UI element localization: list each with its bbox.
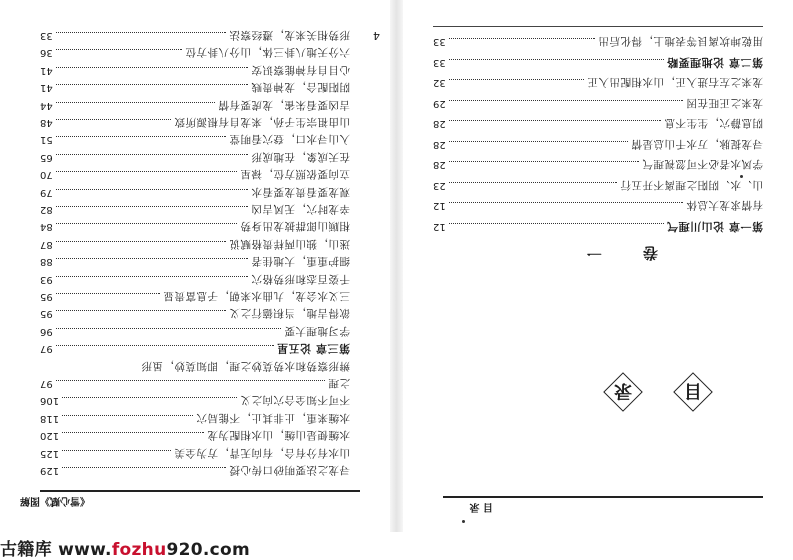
dot-leader [56, 154, 248, 155]
toc-chapter [433, 56, 763, 76]
left-page-content [0, 0, 390, 532]
toc-entry [433, 36, 763, 56]
book-gutter [390, 0, 403, 532]
toc-entry-page: 32 [433, 77, 446, 89]
dot-leader [449, 141, 628, 142]
toc-entry-page: 96 [40, 325, 53, 337]
toc-entry-title: 山由祖宗生子孙，来龙自有根源所致 [174, 116, 350, 128]
toc-entry-page: 41 [40, 64, 53, 76]
right-page [403, 0, 793, 532]
toc-entry-title: 观龙要看贵龙要看水 [251, 185, 350, 198]
toc-entry-title: 用乾坤坎离艮等表地上，得化后出 [598, 35, 763, 48]
toc-entry-page: 33 [40, 30, 53, 41]
watermark-red: fozhu [111, 540, 167, 560]
toc-entry [40, 64, 350, 84]
toc-entry [40, 203, 350, 223]
watermark-num: 920 [166, 540, 203, 560]
toc-entry [40, 151, 350, 171]
toc-entry-title: 龙来之正旺在因 [686, 97, 763, 109]
header-rule [443, 496, 763, 498]
toc-entry [433, 77, 763, 97]
toc-entry-title: 辨形察势和水势莫妙之理，即知莫妙，虽形 [141, 359, 350, 372]
dot-leader [449, 203, 683, 204]
toc-entry-page: 120 [40, 430, 60, 442]
toc-entry-title: 水缠便是山缠，山水相配为龙 [207, 429, 350, 442]
toc-entry [40, 290, 350, 310]
toc-entry-page: 29 [433, 98, 446, 109]
dot-leader [56, 136, 226, 137]
dot-leader [449, 39, 595, 40]
toc-entry [40, 412, 350, 432]
toc-entry-page: 28 [433, 139, 446, 150]
toc-entry-page: 97 [40, 378, 53, 389]
toc-entry-page: 125 [40, 447, 60, 459]
volume-title: 卷 一 [568, 244, 658, 262]
dot-leader [56, 189, 248, 190]
toc-entry-title: 入山寻水口，登穴看明堂 [229, 133, 350, 146]
toc-entry [433, 118, 763, 138]
toc-entry-page: 33 [433, 57, 446, 68]
toc-entry-title: 相顾山郎群披龙出身势 [240, 220, 350, 233]
toc-entry-page: 97 [40, 343, 53, 355]
toc-entry-title: 三义水会龙，九曲水来朝，子息富贵显 [163, 290, 350, 302]
toc-entry-title: 迷山，独山两样贵格赋说 [229, 237, 350, 250]
toc-entry [433, 200, 763, 220]
toc-entry [433, 159, 763, 179]
toc-entry-title: 阴息静穴，生生不息 [664, 117, 763, 130]
toc-entry-page: 70 [40, 169, 53, 181]
toc-entry-title: 欲得吉地，当积德行之义 [229, 307, 350, 320]
toc-entry-title: 寻龙之法要明砂口传心授 [229, 464, 350, 476]
running-header: 目 录 [469, 501, 493, 513]
dot-leader [449, 162, 639, 163]
toc-entry [433, 179, 763, 199]
toc-entry-page: 33 [433, 36, 446, 48]
dot-leader [449, 80, 584, 81]
watermark-prefix: 古籍库 www. [0, 540, 112, 560]
dot-leader [62, 467, 226, 468]
dot-leader [449, 121, 661, 122]
toc-entry-title: 学习地理大要 [284, 324, 350, 337]
running-header: 《雪心赋》图解 [20, 495, 90, 507]
dot-leader [56, 258, 248, 259]
toc-entry [40, 81, 350, 101]
toc-entry [40, 360, 350, 380]
dot-leader [56, 276, 248, 277]
toc-entry-page: 23 [433, 180, 446, 191]
watermark-suffix: .com [202, 540, 251, 560]
dot-leader [56, 206, 248, 207]
dot-leader [56, 380, 325, 381]
toc-entry-page: 51 [40, 134, 53, 146]
toc-entry-title: 山水有分有合，有向无背，方为全美 [174, 446, 350, 459]
toc-entry-title: 第三章 论五星 [276, 342, 350, 356]
toc-entry-title: 山、水、阴阳之理离不开五行 [620, 179, 763, 191]
toc-entry-page: 44 [40, 99, 53, 111]
toc-entry-title: 龙来之左右进入正，山水相配出入正 [587, 76, 763, 89]
toc-entry-title: 不可不知全合穴向之义 [240, 394, 350, 407]
dot-leader [62, 432, 204, 433]
title-diamond-2 [603, 372, 643, 412]
toc-entry-page: 87 [40, 238, 53, 250]
toc-entry-page: 95 [40, 308, 53, 320]
toc-entry-title: 寻龙捉脉，万水千山总是情 [631, 138, 763, 150]
bottom-rule [433, 26, 763, 27]
toc-entry-title: 有情求龙大总体 [686, 199, 763, 212]
dot-leader [449, 100, 683, 101]
toc-entry-title: 六分天地八卦三体，山分八卦方位 [185, 46, 350, 59]
toc-entry-title: 学风水者必不可忽视理气 [642, 158, 763, 171]
toc-entry [40, 238, 350, 258]
page-number: 4 [373, 29, 380, 42]
toc-entry-page: 36 [40, 47, 53, 59]
toc-entry-page: 79 [40, 186, 53, 198]
toc-entry-title: 吉凶要看朱雀，龙虎要有情 [218, 98, 350, 111]
dot-leader [56, 84, 248, 85]
toc-entry-page: 65 [40, 151, 53, 163]
toc-entry [40, 99, 350, 119]
title-char: 目 [684, 380, 702, 401]
dot-leader [56, 49, 182, 50]
toc-entry [433, 138, 763, 158]
dot-leader [56, 32, 226, 33]
toc-entry-title: 第一章 论山川理气 [666, 220, 763, 233]
toc-entry-title: 辛龙时穴，无风吉凶 [251, 203, 350, 215]
toc-entry-page: 118 [40, 412, 60, 424]
dot-leader [56, 223, 237, 224]
toc-entry-title: 之理 [328, 377, 350, 389]
dot-leader [56, 241, 226, 242]
toc-entry-page: 48 [40, 117, 53, 128]
toc-entry-page: 28 [433, 159, 446, 171]
toc-entry-page: 28 [433, 118, 446, 130]
toc-entry-page: 129 [40, 465, 60, 476]
header-rule [40, 490, 360, 492]
toc-chapter [40, 342, 350, 362]
dot-leader [449, 223, 664, 224]
toc-entry-page: 41 [40, 82, 53, 94]
toc-entry [433, 97, 763, 117]
dot-leader [56, 171, 237, 172]
toc-entry [40, 133, 350, 153]
toc-entry [40, 46, 350, 66]
dot-leader [56, 310, 226, 311]
toc-entry-page: 82 [40, 204, 53, 215]
toc-entry-title: 水缠来重，止非其止，不能局穴 [196, 411, 350, 424]
toc-entry-title: 千姿百态和形势格穴 [251, 272, 350, 285]
right-page-content [403, 0, 793, 532]
toc-entry [40, 447, 350, 467]
scan-speck [740, 175, 743, 178]
toc-entry [40, 116, 350, 136]
toc-entry [40, 325, 350, 345]
toc-entry [40, 168, 350, 188]
dot-leader [56, 102, 215, 103]
dot-leader [56, 119, 171, 120]
toc-entry-title: 形势相关来龙，遵经察法 [229, 29, 350, 41]
title-char: 录 [614, 380, 632, 401]
dot-leader [56, 293, 160, 294]
toc-entry [40, 307, 350, 327]
toc-entry-page: 93 [40, 273, 53, 285]
toc-entry-page: 12 [433, 221, 446, 232]
dot-leader [56, 328, 281, 329]
toc-entry-page: 95 [40, 291, 53, 302]
toc-entry [40, 464, 350, 484]
toc-entry [40, 220, 350, 240]
toc-entry [40, 255, 350, 275]
title-diamond-1 [673, 372, 713, 412]
toc-entry-title: 细护重重，大地佳者 [251, 255, 350, 268]
left-page [0, 0, 390, 532]
toc-entry [40, 377, 350, 397]
dot-leader [449, 59, 664, 60]
dot-leader [449, 182, 617, 183]
toc-entry-title: 心目自有神能察识安 [251, 63, 350, 76]
toc-entry [40, 273, 350, 293]
toc-entry-page: 12 [433, 200, 446, 212]
toc-entry-page: 106 [40, 395, 60, 407]
toc-entry-page: 88 [40, 256, 53, 268]
toc-entry-title: 第二章 论地理要略 [666, 56, 763, 69]
watermark [0, 535, 400, 560]
dot-leader [62, 415, 193, 416]
toc-entry-title: 阴阳配合，龙神贵贱 [251, 81, 350, 94]
toc-entry [40, 429, 350, 449]
scan-speck [462, 520, 465, 523]
toc-entry [40, 29, 350, 49]
dot-leader [62, 450, 171, 451]
toc-entry [40, 186, 350, 206]
toc-entry-title: 立向要依照方位，禄星 [240, 168, 350, 181]
toc-entry-title: 在天成象，在地成形 [251, 150, 350, 163]
toc-entry [40, 394, 350, 414]
dot-leader [56, 67, 248, 68]
dot-leader [56, 345, 274, 346]
toc-chapter [433, 220, 763, 240]
dot-leader [62, 397, 237, 398]
toc-entry-page: 84 [40, 221, 53, 233]
